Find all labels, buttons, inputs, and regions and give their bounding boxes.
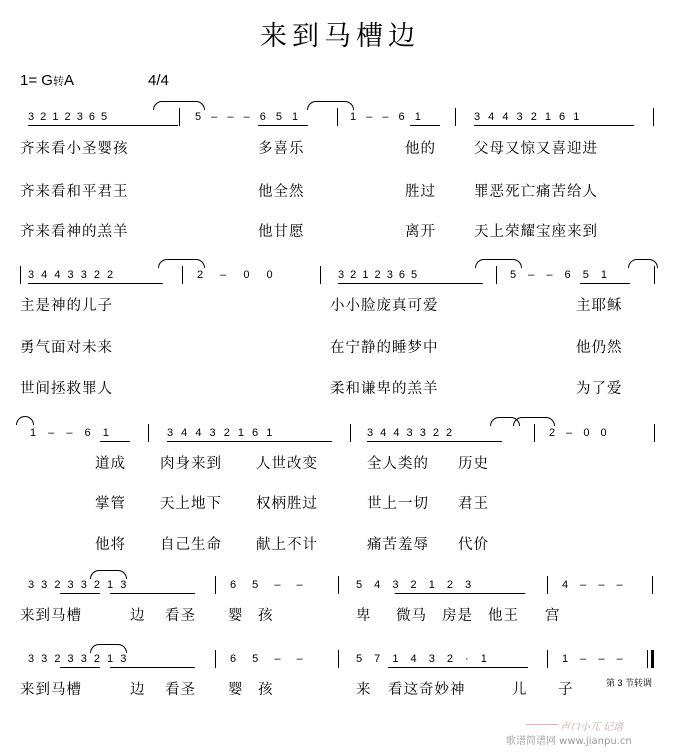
tie xyxy=(628,259,658,268)
lyric: 边 xyxy=(130,682,146,698)
lyric: 看圣 xyxy=(165,682,196,698)
barline xyxy=(455,108,456,126)
underline xyxy=(258,125,308,126)
tie xyxy=(513,417,555,426)
lyric: 齐来看小圣婴孩 xyxy=(20,141,129,157)
lyric: 勇气面对未来 xyxy=(20,340,113,356)
underline xyxy=(410,125,440,126)
lyric: 胜过 xyxy=(405,184,436,200)
barline xyxy=(654,424,655,442)
barline xyxy=(337,108,338,126)
lyric: 痛苦羞辱 xyxy=(367,537,429,553)
underline xyxy=(167,441,332,442)
underline xyxy=(110,667,195,668)
tie xyxy=(475,259,522,268)
barline xyxy=(547,650,548,668)
barline xyxy=(350,424,351,442)
barline xyxy=(547,576,548,594)
measure-3-2: 3 4 4 3 2 1 6 1 xyxy=(167,427,273,439)
measure-1-3: 1 – – 6 1 xyxy=(350,111,421,123)
key-signature xyxy=(20,72,74,89)
lyric: 权柄胜过 xyxy=(256,496,318,512)
measure-4-1: 3 3 2 3 3 2 1 3 xyxy=(28,579,127,591)
lyric: 子 xyxy=(558,682,574,698)
final-barline-thick xyxy=(651,650,654,668)
measure-4-2: 6 5 – – xyxy=(230,579,303,591)
lyric: 肉身来到 xyxy=(160,456,222,472)
lyric: 主是神的儿子 xyxy=(20,298,113,314)
measure-2-4: 5 – – 6 5 1 xyxy=(510,269,607,281)
watermark-divider xyxy=(526,724,558,725)
lyric: 小小脸庞真可爱 xyxy=(330,298,439,314)
underline xyxy=(100,441,130,442)
lyric: 世上一切 xyxy=(367,496,429,512)
barline xyxy=(652,576,653,594)
lyric: 孩 xyxy=(258,608,274,624)
watermark-site: 歌谱简谱网 www.jianpu.cn xyxy=(506,736,632,747)
lyric: 人世改变 xyxy=(256,456,318,472)
measure-1-2: 5 – – – 6 5 1 xyxy=(195,111,299,123)
tie xyxy=(16,416,34,425)
barline xyxy=(215,576,216,594)
lyric: 历史 xyxy=(458,456,489,472)
lyric: 他全然 xyxy=(258,184,305,200)
lyric: 自己生命 xyxy=(160,537,222,553)
lyric: 罪恶死亡痛苦给人 xyxy=(474,184,598,200)
barline xyxy=(320,266,321,284)
underline xyxy=(474,125,634,126)
barline xyxy=(534,424,535,442)
song-title: 来到马槽边 xyxy=(260,21,420,52)
tie xyxy=(158,259,205,268)
barline xyxy=(179,108,180,126)
lyric: 世间拯救罪人 xyxy=(20,381,113,397)
key-change: 转 xyxy=(52,76,64,88)
measure-1-4: 3 4 4 3 2 1 6 1 xyxy=(474,111,580,123)
underline xyxy=(60,667,100,668)
lyric: 多喜乐 xyxy=(258,141,305,157)
lyric: 全人类的 xyxy=(367,456,429,472)
barline xyxy=(654,266,655,284)
lyric: 他将 xyxy=(95,537,126,553)
lyric: 为了爱 xyxy=(576,381,623,397)
lyric: 来到马槽 xyxy=(20,608,82,624)
lyric: 主耶稣 xyxy=(576,298,623,314)
lyric: 齐来看神的羔羊 xyxy=(20,224,129,240)
measure-5-1: 3 3 2 3 3 2 1 3 xyxy=(28,653,127,665)
underline xyxy=(60,593,100,594)
tie xyxy=(90,570,127,579)
key-main: 1= G xyxy=(20,72,53,89)
lyric: 在宁静的睡梦中 xyxy=(330,340,439,356)
underline xyxy=(580,283,630,284)
barline xyxy=(338,650,339,668)
lyric: 卑 xyxy=(356,608,372,624)
lyric: 看圣 xyxy=(165,608,196,624)
lyric: 房是 xyxy=(442,608,473,624)
lyric: 他王 xyxy=(488,608,519,624)
lyric: 宫 xyxy=(545,608,561,624)
tie xyxy=(307,101,354,110)
underline xyxy=(338,283,483,284)
underline xyxy=(28,283,163,284)
lyric: 父母又惊又喜迎进 xyxy=(474,141,598,157)
lyric: 他甘愿 xyxy=(258,224,305,240)
measure-5-2: 6 5 – – xyxy=(230,653,303,665)
underline xyxy=(28,125,178,126)
lyric: 君王 xyxy=(458,496,489,512)
barline xyxy=(215,650,216,668)
lyric: 来到马槽 xyxy=(20,682,82,698)
barline xyxy=(338,576,339,594)
measure-3-3: 3 4 4 3 3 2 2 xyxy=(367,427,453,439)
lyric: 他仍然 xyxy=(576,340,623,356)
lyric: 儿 xyxy=(512,682,528,698)
tie xyxy=(153,101,205,110)
measure-3-1: 1 – – 6 1 xyxy=(30,427,109,439)
key-change-note: 第 3 节转调 xyxy=(606,678,653,688)
watermark-author: 声口小兀 记谱 xyxy=(560,722,624,733)
lyric: 婴 xyxy=(228,682,244,698)
lyric: 掌管 xyxy=(95,496,126,512)
lyric: 齐来看和平君王 xyxy=(20,184,129,200)
lyric: 离开 xyxy=(405,224,436,240)
measure-2-3: 3 2 1 2 3 6 5 xyxy=(338,269,418,281)
lyric: 婴 xyxy=(228,608,244,624)
lyric: 代价 xyxy=(458,537,489,553)
measure-1-1: 3 2 1 2 3 6 5 xyxy=(28,111,108,123)
key-target: A xyxy=(63,72,74,89)
time-signature: 4/4 xyxy=(148,72,169,89)
lyric: 柔和谦卑的羔羊 xyxy=(330,381,439,397)
measure-4-3: 5 4 3 2 1 2 3 xyxy=(356,579,472,591)
lyric: 道成 xyxy=(95,456,126,472)
measure-2-2: 2 – 0 0 xyxy=(197,269,273,281)
lyric: 微马 xyxy=(396,608,427,624)
measure-5-4: 1 – – – xyxy=(562,653,623,665)
barline xyxy=(182,266,183,284)
underline xyxy=(395,593,525,594)
lyric: 他的 xyxy=(405,141,436,157)
measure-5-3: 5 7 1 4 3 2 · 1 xyxy=(356,653,487,665)
lyric: 边 xyxy=(130,608,146,624)
lyric: 孩 xyxy=(258,682,274,698)
barline xyxy=(496,266,497,284)
barline xyxy=(653,108,654,126)
lyric: 天上荣耀宝座来到 xyxy=(474,224,598,240)
lyric: 来 xyxy=(356,682,372,698)
lyric: 天上地下 xyxy=(160,496,222,512)
tie xyxy=(90,644,127,653)
underline xyxy=(388,667,528,668)
measure-4-4: 4 – – – xyxy=(562,579,623,591)
measure-3-4: 2 – 0 0 xyxy=(549,427,607,439)
underline xyxy=(110,593,195,594)
barline xyxy=(148,424,149,442)
lyric: 看这奇妙神 xyxy=(388,682,466,698)
measure-2-1: 3 4 4 3 3 2 2 xyxy=(28,269,114,281)
underline xyxy=(367,441,502,442)
final-barline-thin xyxy=(647,650,648,668)
barline xyxy=(20,266,21,284)
lyric: 献上不计 xyxy=(256,537,318,553)
